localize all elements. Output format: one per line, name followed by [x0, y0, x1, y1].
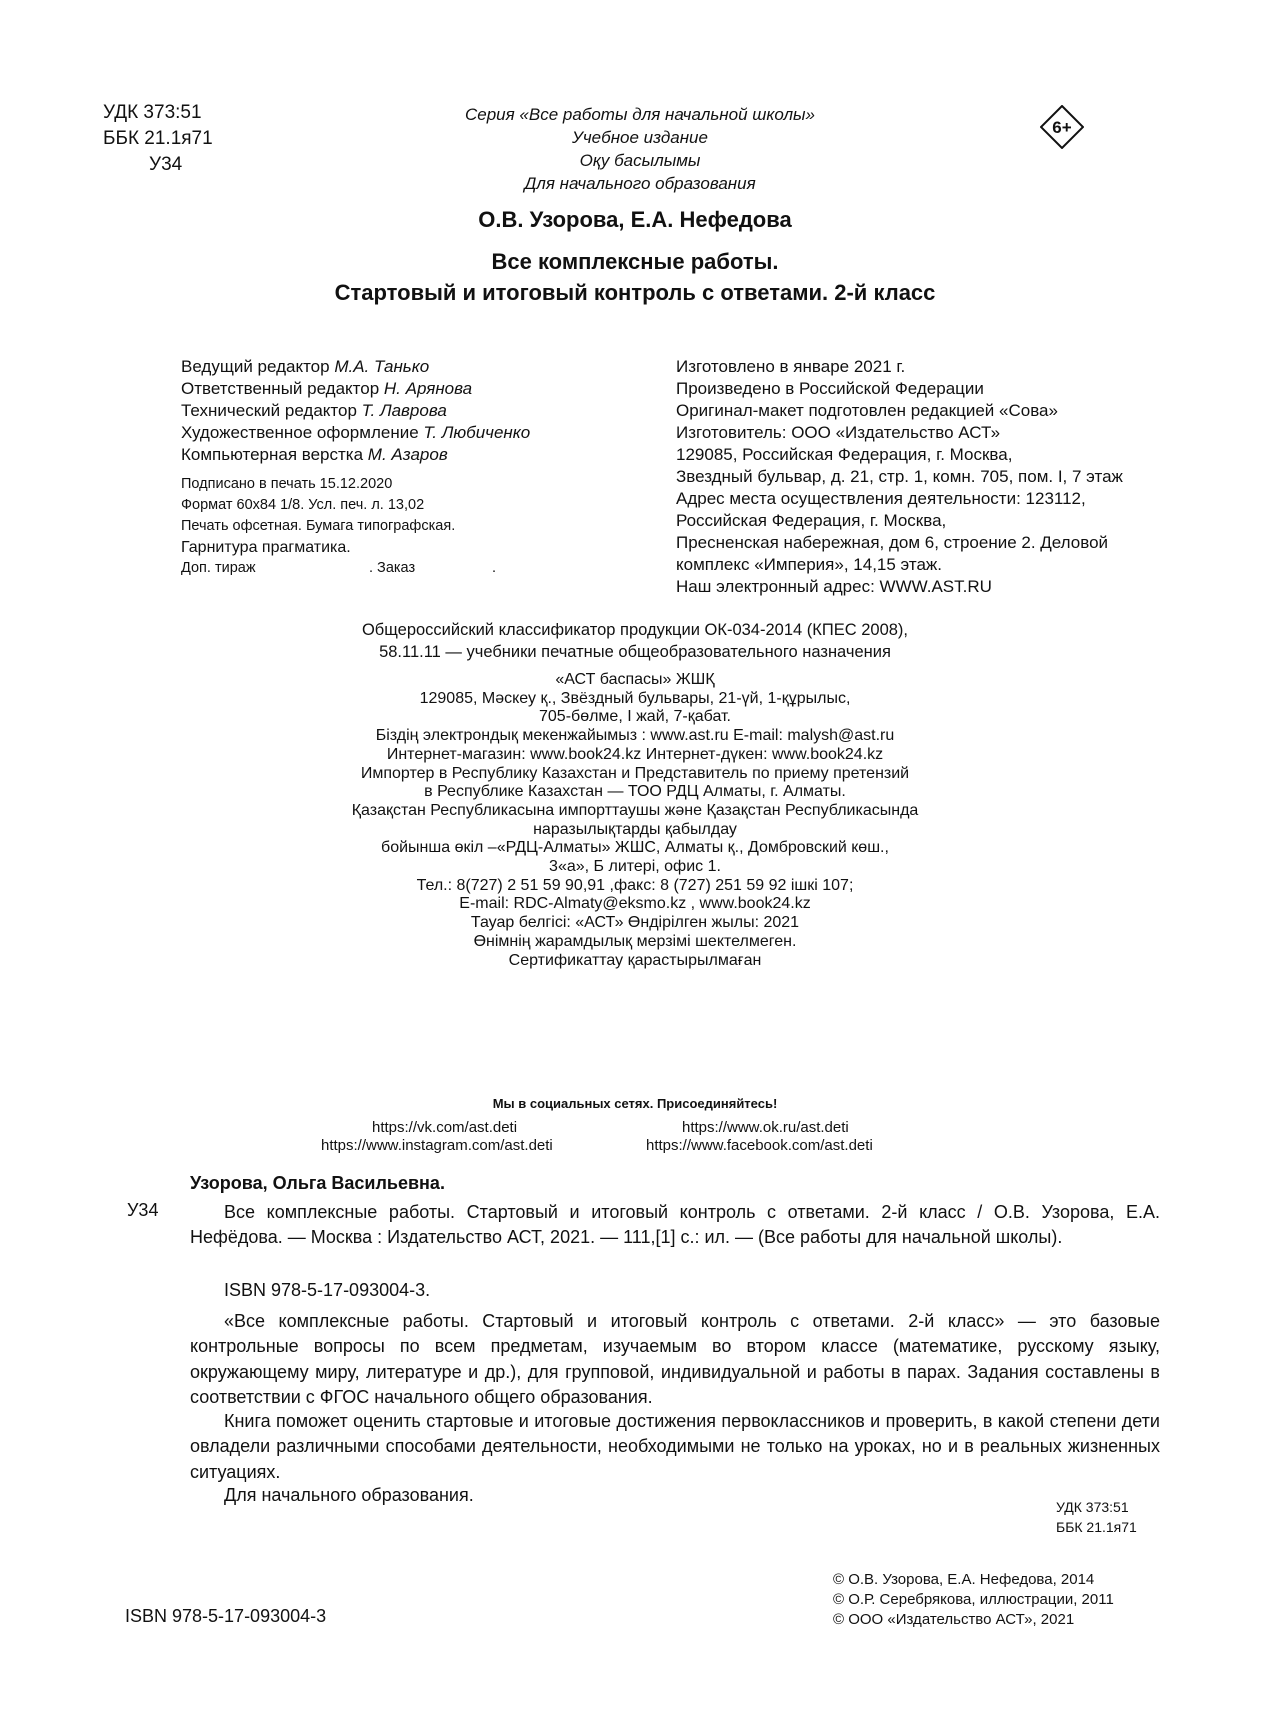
edition-type: Учебное издание — [572, 128, 708, 147]
typeface: Гарнитура прагматика. — [181, 539, 351, 556]
kz-line: Сертификаттау қарастырылмаған — [508, 951, 762, 969]
age-rating-badge — [1040, 105, 1084, 149]
kz-line: наразылықтарды қабылдау — [533, 820, 737, 838]
editor-row: Ведущий редактор М.А. Танько — [181, 357, 430, 376]
bbk-code: ББК 21.1я71 — [103, 128, 213, 149]
kz-line: бойынша өкіл –«РДЦ-Алматы» ЖШС, Алматы қ., Домбровский көш., — [381, 839, 889, 857]
copyright-line: © О.Р. Серебрякова, иллюстрации, 2011 — [833, 1591, 1114, 1608]
series-name: Серия «Все работы для начальной школы» — [464, 105, 816, 124]
isbn: ISBN 978-5-17-093004-3. — [224, 1280, 431, 1300]
kz-line: Импортер в Республику Казахстан и Представитель по приему претензий — [360, 764, 910, 782]
title-line-2: Стартовый и итоговый контроль с ответами. 2-й класс — [334, 280, 936, 305]
book-title — [0, 246, 1270, 308]
kz-line: в Республике Казахстан — ТОО РДЦ Алматы, г. Алматы. — [424, 783, 846, 801]
kz-line: Тауар белгісі: «АСТ» Өндірілген жылы: 2021 — [470, 914, 800, 932]
copyright-line: © ООО «Издательство АСТ», 2021 — [833, 1611, 1075, 1628]
product-classifier — [0, 619, 1270, 663]
bbk-code-bottom: ББК 21.1я71 — [1056, 1519, 1137, 1535]
udk-code-bottom: УДК 373:51 — [1056, 1499, 1129, 1515]
manufacture-line: Наш электронный адрес: WWW.AST.RU — [676, 577, 992, 596]
biblio-record: Все комплексные работы. Стартовый и итоговый контроль с ответами. 2-й класс / О.В. Узорова, Е.А. Нефёдова. — Москва : Издательство АСТ, 2021. — 111,[1] с.: ил. — (Все работы для начальной школы). — [190, 1202, 1160, 1248]
manufacture-line: Оригинал-макет подготовлен редакцией «Сова» — [676, 401, 1058, 420]
order-line: Доп. тираж . Заказ . — [181, 560, 497, 576]
kz-line: Біздің электрондық мекенжайымыз : www.ast.ru E-mail: malysh@ast.ru — [375, 727, 895, 745]
annotation-2: Книга поможет оценить стартовые и итоговые достижения первоклассников и проверить, в какой степени дети овладели различными способами деятельности, необходимыми не только на уроках, но и в реальных жизненных ситуациях. — [190, 1411, 1160, 1482]
kz-line: Тел.: 8(727) 2 51 59 90,91 ,факс: 8 (727) 251 59 92 ішкі 107; — [416, 876, 854, 894]
edition-type-kz: Оқу басылымы — [579, 151, 701, 170]
kz-line: Қазақстан Республикасына импорттаушы және Қазақстан Республикасында — [351, 801, 919, 819]
kz-line: 705-бөлме, I жай, 7-қабат. — [539, 708, 731, 726]
vk-link[interactable]: https://vk.com/ast.deti — [372, 1119, 518, 1136]
isbn-bottom: ISBN 978-5-17-093004-3 — [125, 1606, 327, 1626]
manufacture-line: Произведено в Российской Федерации — [676, 379, 984, 398]
kz-line: Өнімнің жарамдылық мерзімі шектелмеген. — [473, 932, 797, 950]
editors-list — [181, 356, 530, 466]
age-rating-icon — [1040, 105, 1084, 149]
catalog-codes-top — [103, 100, 213, 178]
annotation-1: «Все комплексные работы. Стартовый и итоговый контроль с ответами. 2-й класс» — это базовые контрольные вопросы по всем предметам, изучаемым во втором классе (математике, русскому языку, окружающему миру, литературе и др.), для групповой, индивидуальной и работы в парах. Задания составлены в соответствии с ФГОС начального общего образования. — [190, 1311, 1160, 1407]
print-info — [181, 474, 496, 579]
kazakhstan-info — [0, 671, 1270, 970]
manufacture-line: Изготовлено в январе 2021 г. — [676, 357, 906, 376]
manufacture-line: Адрес места осуществления деятельности: 123112, — [676, 489, 1086, 508]
copyrights — [833, 1570, 1114, 1630]
manufacture-line: 129085, Российская Федерация, г. Москва, — [676, 445, 1013, 464]
manufacture-info — [676, 356, 1123, 598]
author-mark-biblio: У34 — [127, 1200, 159, 1220]
classifier-line: 58.11.11 — учебники печатные общеобразовательного назначения — [379, 643, 891, 661]
authors: О.В. Узорова, Е.А. Нефедова — [478, 207, 792, 232]
kz-line: 129085, Мәскеу қ., Звёздный бульвары, 21-үй, 1-құрылыс, — [419, 689, 851, 707]
manufacture-line: Пресненская набережная, дом 6, строение 2. Деловой — [676, 533, 1109, 552]
classifier-line: Общероссийский классификатор продукции ОК-034-2014 (КПЕС 2008), — [361, 621, 909, 639]
ok-link[interactable]: https://www.ok.ru/ast.deti — [682, 1119, 849, 1136]
signed-date: Подписано в печать 15.12.2020 — [181, 476, 393, 492]
facebook-link[interactable]: https://www.facebook.com/ast.deti — [646, 1137, 873, 1154]
biblio-audience: Для начального образования. — [224, 1485, 474, 1505]
age-rating-text: 6+ — [1052, 118, 1072, 137]
editor-row: Технический редактор Т. Лаврова — [181, 401, 447, 420]
instagram-link[interactable]: https://www.instagram.com/ast.deti — [321, 1137, 553, 1154]
kz-line: Интернет-магазин: www.book24.kz Интернет-дүкен: www.book24.kz — [386, 745, 884, 763]
social-heading: Мы в социальных сетях. Присоединяйтесь! — [492, 1096, 778, 1111]
manufacture-line: комплекс «Империя», 14,15 этаж. — [676, 555, 942, 574]
title-line-1: Все комплексные работы. — [491, 249, 779, 274]
catalog-codes-bottom — [1056, 1497, 1137, 1537]
format: Формат 60x84 1/8. Усл. печ. л. 13,02 — [181, 497, 425, 513]
author-mark: У34 — [149, 154, 183, 175]
editor-row: Компьютерная верстка М. Азаров — [181, 445, 448, 464]
kz-line: E-mail: RDC-Almaty@eksmo.kz , www.book24.kz — [459, 895, 811, 913]
author-heading: Узорова, Ольга Васильевна. — [190, 1173, 445, 1193]
copyright-line: © О.В. Узорова, Е.А. Нефедова, 2014 — [833, 1571, 1095, 1588]
manufacture-line: Звездный бульвар, д. 21, стр. 1, комн. 705, пом. I, 7 этаж — [676, 467, 1123, 486]
paper: Печать офсетная. Бумага типографская. — [181, 518, 456, 534]
kz-line: 3«а», Б литері, офис 1. — [549, 858, 721, 876]
manufacture-line: Изготовитель: ООО «Издательство АСТ» — [676, 423, 1001, 442]
editor-row: Художественное оформление Т. Любиченко — [181, 423, 531, 442]
series-block — [420, 103, 860, 195]
manufacture-line: Российская Федерация, г. Москва, — [676, 511, 947, 530]
kz-line: «АСТ баспасы» ЖШҚ — [555, 671, 715, 688]
audience: Для начального образования — [524, 174, 756, 193]
editor-row: Ответственный редактор Н. Арянова — [181, 379, 473, 398]
udk-code: УДК 373:51 — [103, 102, 202, 123]
